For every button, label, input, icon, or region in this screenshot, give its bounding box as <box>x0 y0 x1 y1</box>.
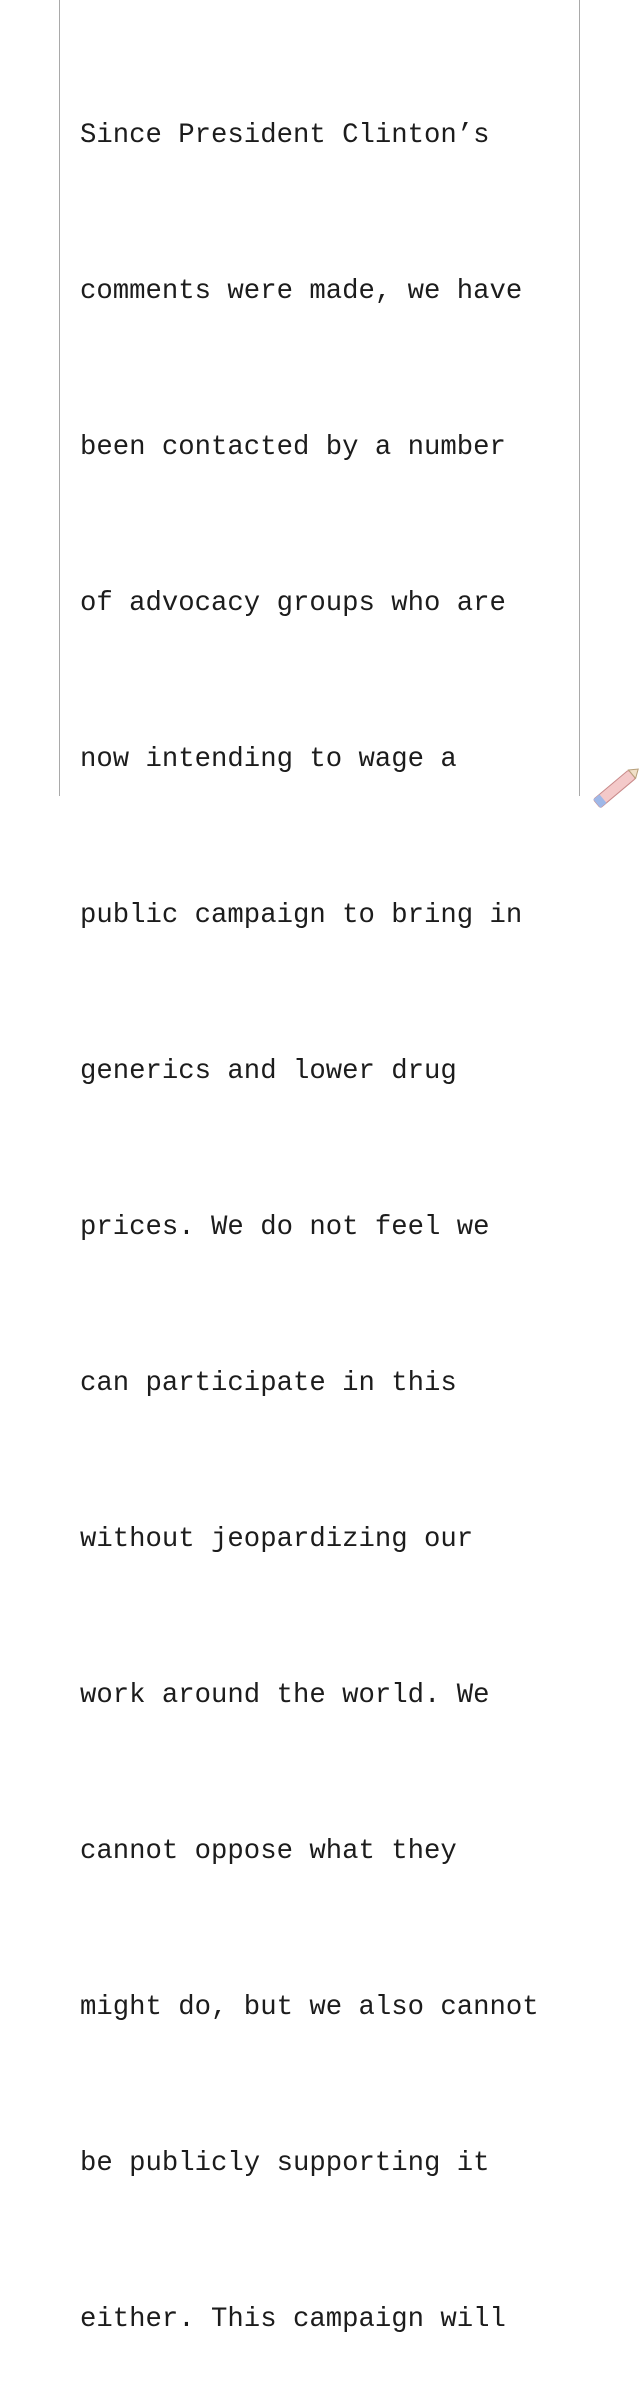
pencil-icon[interactable] <box>584 760 639 795</box>
text-line: been contacted by a number <box>80 432 506 463</box>
text-line: Since President Clinton’s <box>80 120 490 151</box>
text-line: prices. We do not feel we <box>80 1212 490 1243</box>
text-line: either. This campaign will <box>80 2304 506 2335</box>
text-line: without jeopardizing our <box>80 1524 474 1555</box>
text-line: be publicly supporting it <box>80 2148 490 2179</box>
text-line: might do, but we also cannot <box>80 1992 539 2023</box>
text-line: comments were made, we have <box>80 276 523 307</box>
text-line: work around the world. We <box>80 1680 490 1711</box>
text-line: public campaign to bring in <box>80 900 523 931</box>
text-line: generics and lower drug <box>80 1056 457 1087</box>
text-line: now intending to wage a <box>80 744 457 775</box>
document-body <box>80 6 539 2398</box>
text-line: can participate in this <box>80 1368 457 1399</box>
text-line: of advocacy groups who are <box>80 588 506 619</box>
text-line: cannot oppose what they <box>80 1836 457 1867</box>
